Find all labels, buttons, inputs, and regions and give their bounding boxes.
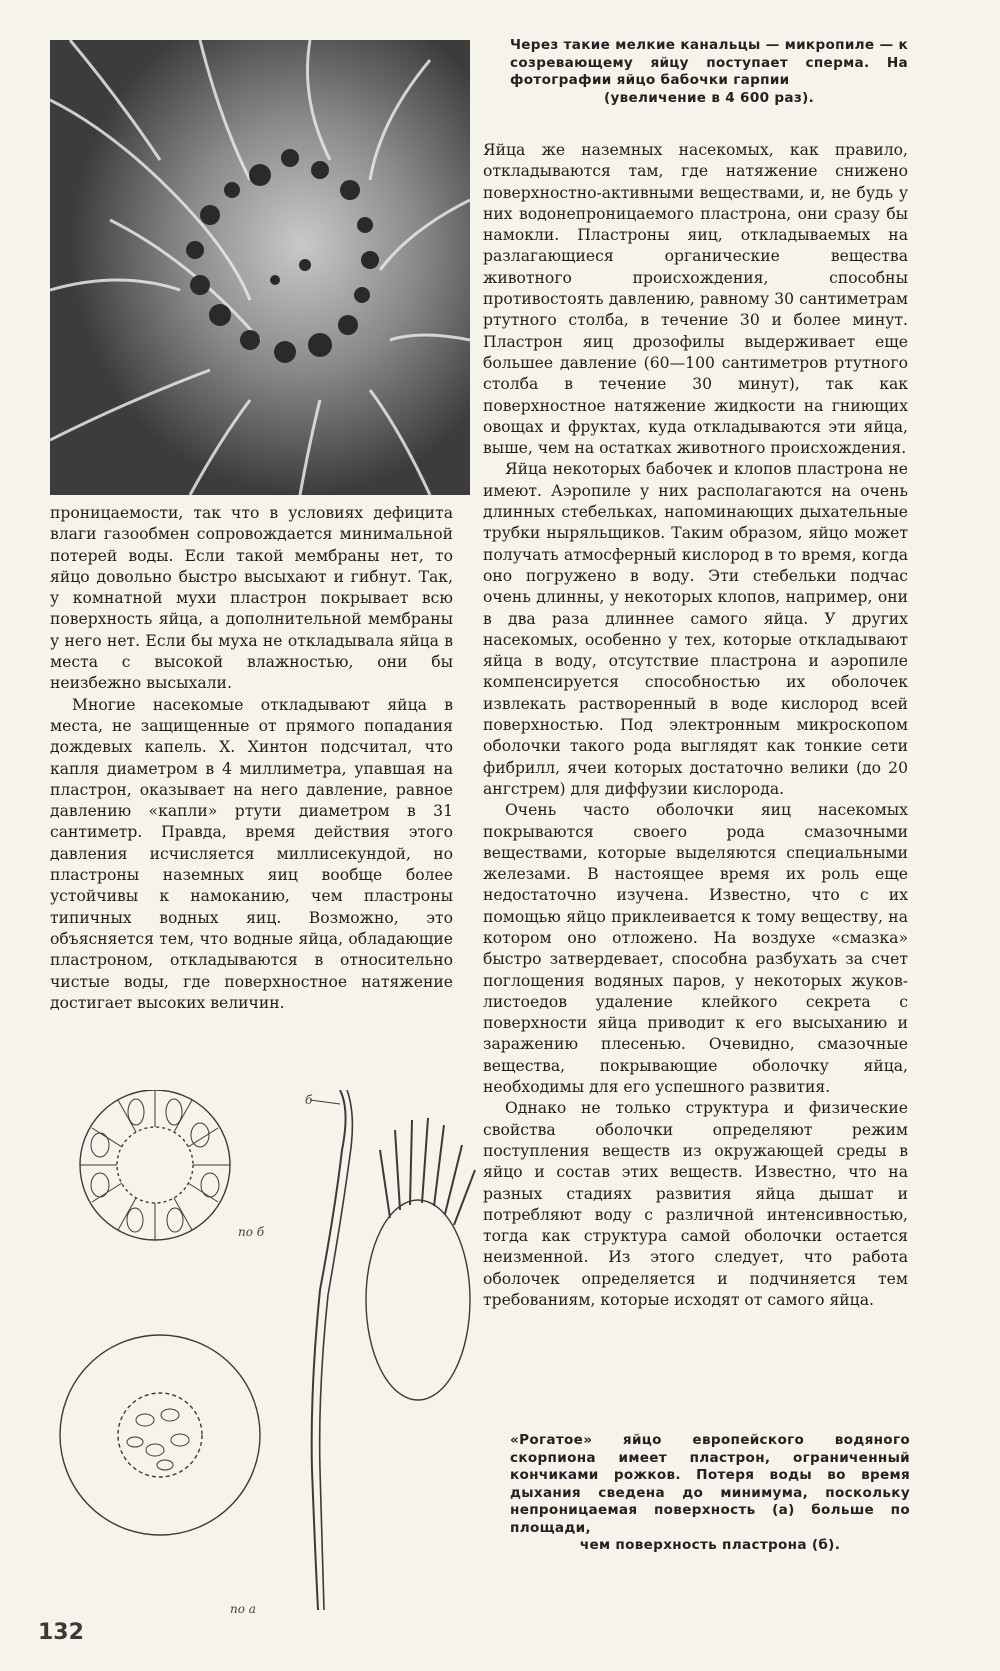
egg-drawing-figure <box>50 1090 490 1620</box>
paragraph: Многие насекомые откладывают яйца в места, не защищенные от прямого попадания дождевых капель. Х. Хинтон подсчитал, что капля диаметром в 4 миллиметра, упавшая на пластрон, оказывает на него давление, равное давлению «капли» ртути диаметром в 31 сантиметр. Правда, время действия этого давления исчисляется миллисекундой, но пластроны наземных яиц вообще более устойчивы к намоканию, чем пластроны типичных водных яиц. Возможно, это объясняется тем, что водные яйца, обладающие пластроном, откладываются в относительно чистые воды, где поверхностное натяжение достигает высоких величин. <box>50 695 453 1012</box>
figure-label-a-small: по а <box>230 1602 256 1616</box>
photo-caption <box>510 37 908 107</box>
paragraph: Яйца некоторых бабочек и клопов пластрона не имеют. Аэропиле у них располагаются на очень длинных стебельках, напоминающих дыхательные трубки ныряльщиков. Таким образом, яйцо может получать атмосферный кислород в то время, когда оно погружено в воду. Эти стебельки подчас очень длинны, у некоторых клопов, например, они в два раза длиннее самого яйца. У других насекомых, особенно у тех, которые откладывают яйца в воду, отсутствие пластрона и аэропиле компенсируется способностью их оболочек извлекать растворенный в воде кислород всей поверхностью. Под электронным микроскопом оболочки такого рода выглядят как тонкие сети фибрилл, ячеи которых достаточно велики (до 20 ангстрем) для диффузии кислорода. <box>483 460 908 798</box>
paragraph: Однако не только структура и физические свойства оболочки определяют режим поступления веществ из окружающей среды в яйцо и состав этих веществ. Известно, что на разных стадиях развития яйца дышат и потребляют воду с различной интенсивностью, тогда как структура самой оболочки остается неизменной. Из этого следует, что работа оболочек определяется и подчиняется тем требованиям, которые исходят от самого яйца. <box>483 1099 908 1310</box>
right-text-column <box>483 140 908 1311</box>
drawing-caption-text: «Рогатое» яйцо европейского водяного скорпиона имеет пластрон, ограниченный кончиками рожков. Потеря воды во время дыхания сведена до минимума, поскольку непроницаемая поверхность (а) больше по площади, <box>510 1432 910 1536</box>
paragraph: проницаемости, так что в условиях дефицита влаги газообмен сопровождается минимальной потерей воды. Если такой мембраны нет, то яйцо довольно быстро высыхают и гибнут. Так, у комнатной мухи пластрон покрывает всю поверхность яйца, а дополнительной мембраны у него нет. Если бы муха не откладывала яйца в места с высокой влажностью, они бы неизбежно высыхали. <box>50 504 453 693</box>
photo-caption-text: Через такие мелкие канальцы — микропиле — к созревающему яйцу поступает сперма. На фотографии яйцо бабочки гарпии <box>510 37 908 88</box>
paragraph: Очень часто оболочки яиц насекомых покрываются своего рода смазочными веществами, которые выделяются специальными железами. В настоящее время их роль еще недостаточно изучена. Известно, что с их помощью яйцо приклеивается к тому веществу, на котором оно отложено. На воздухе «смазка» быстро затвердевает, способна разбухать за счет поглощения водяных паров, у некоторых жуков-листоедов удаление клейкого секрета с поверхности яйца приводит к его высыханию и заражению плесенью. Очевидно, смазочные вещества, покрывающие оболочку яйца, необходимы для его успешного развития. <box>483 801 908 1097</box>
egg-drawings <box>50 1090 490 1620</box>
drawing-caption-last-line: чем поверхность пластрона (б). <box>579 1537 841 1553</box>
page-number: 132 <box>38 1620 84 1645</box>
figure-label-b-small: по б <box>238 1225 265 1239</box>
micrograph-photo <box>50 40 470 495</box>
figure-label-b-top: б <box>305 1093 313 1107</box>
egg-micrograph-image <box>50 40 470 495</box>
photo-caption-last-line: (увеличение в 4 600 раз). <box>603 89 815 106</box>
left-text-column <box>50 503 453 1014</box>
paragraph: Яйца же наземных насекомых, как правило, откладываются там, где натяжение снижено поверхностно-активными веществами, и, не будь у них водонепроницаемого пластрона, они сразу бы намокли. Пластроны яиц, откладываемых на разлагающиеся органические вещества животного происхождения, способны противостоять давлению, равному 30 сантиметрам ртутного столба, в течение 30 и более минут. Пластрон яиц дрозофилы выдерживает еще большее давление (60—100 сантиметров ртутного столба в течение 30 минут), так как поверхностное натяжение жидкости на гниющих овощах и фруктах, куда откладываются эти яйца, выше, чем на остатках животного происхождения. <box>483 141 908 458</box>
drawing-caption <box>510 1432 910 1555</box>
